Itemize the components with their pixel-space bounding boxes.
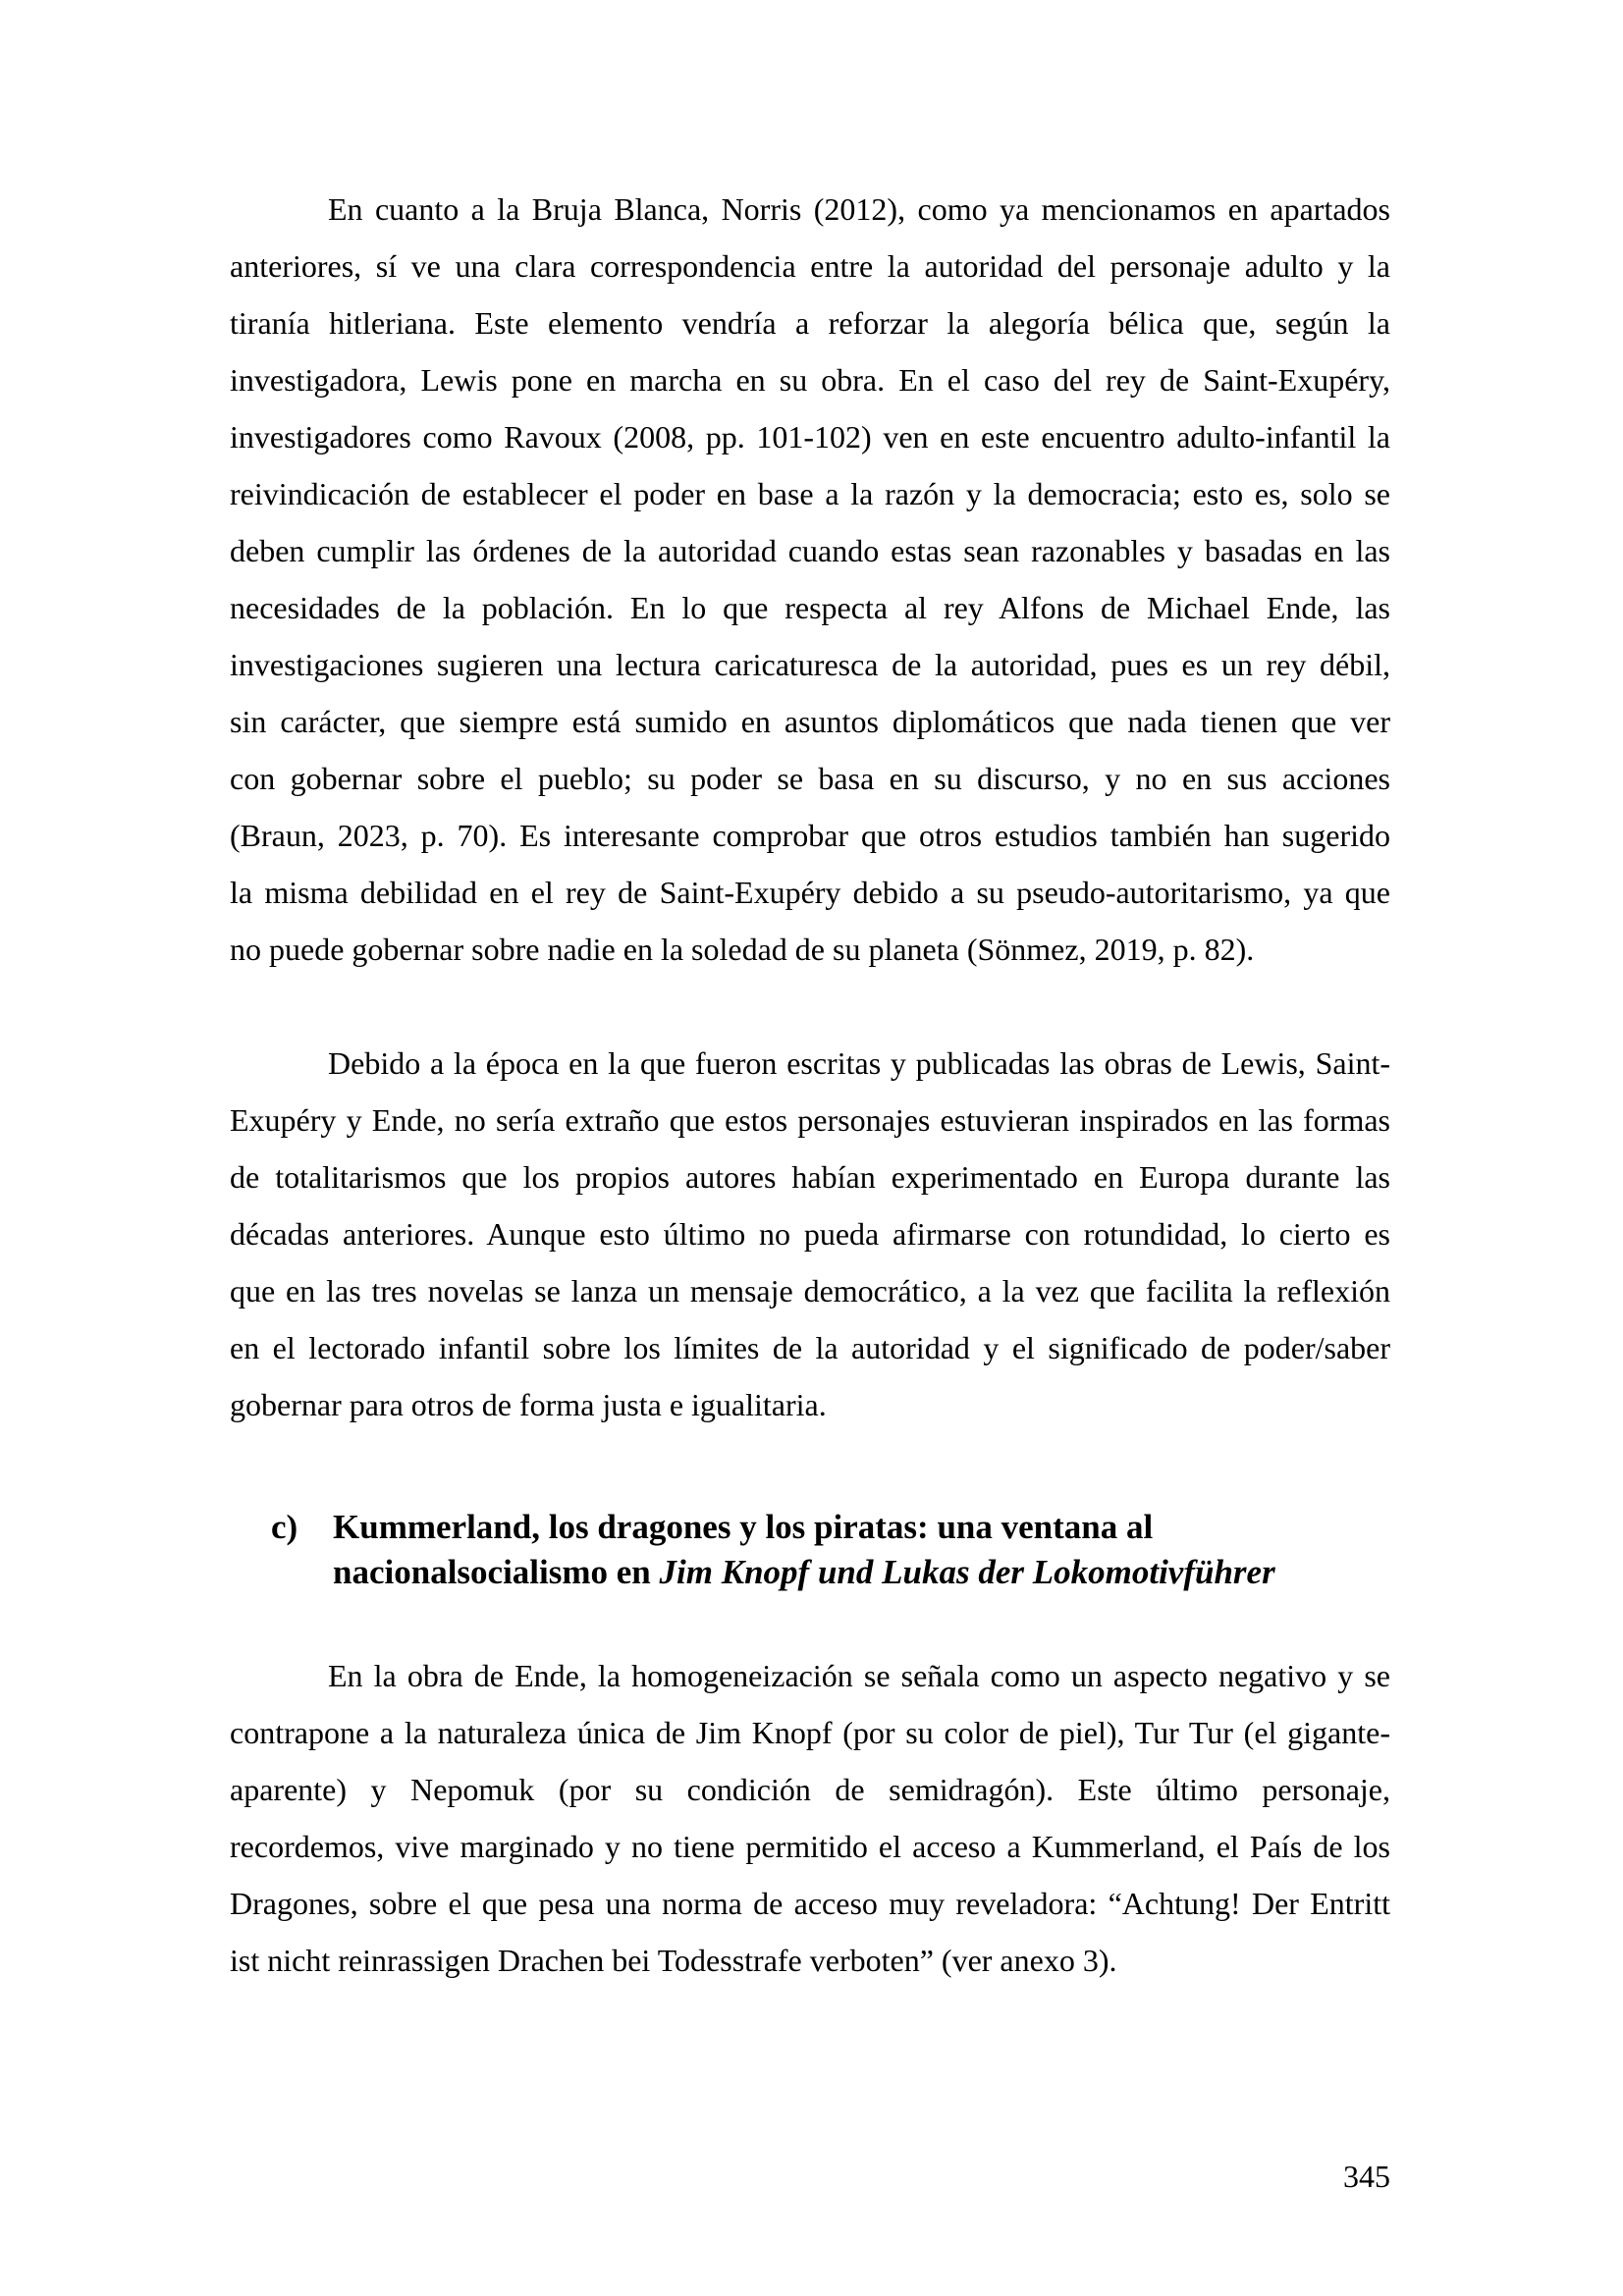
text-line: En la obra de Ende, la homogeneización se señala como un aspecto negativo y se <box>328 1658 1390 1693</box>
text-line: investigadores como Ravoux (2008, pp. 101-102) ven en este encuentro adulto-infantil la <box>230 419 1390 454</box>
text-line: sin carácter, que siempre está sumido en asuntos diplomáticos que nada tienen que ver <box>230 704 1390 739</box>
text-line: de totalitarismos que los propios autores habían experimentado en Europa durante las <box>230 1159 1390 1195</box>
text-line: reivindicación de establecer el poder en base a la razón y la democracia; esto es, solo se <box>230 476 1390 511</box>
text-line: (Braun, 2023, p. 70). Es interesante comprobar que otros estudios también han sugerido <box>230 818 1390 853</box>
text-line: que en las tres novelas se lanza un mensaje democrático, a la vez que facilita la reflexión <box>230 1273 1390 1308</box>
text-line: ist nicht reinrassigen Drachen bei Todesstrafe verboten” (ver anexo 3). <box>230 1943 1117 1978</box>
body-paragraph-1 <box>230 181 1390 978</box>
text-line: investigaciones sugieren una lectura caricaturesca de la autoridad, pues es un rey débil, <box>230 647 1390 682</box>
section-heading <box>230 1505 1390 1595</box>
page-number: 345 <box>1343 2159 1390 2194</box>
text-line: necesidades de la población. En lo que respecta al rey Alfons de Michael Ende, las <box>230 590 1390 625</box>
text-line: en el lectorado infantil sobre los límites de la autoridad y el significado de poder/saber <box>230 1330 1390 1365</box>
text-line: deben cumplir las órdenes de la autoridad cuando estas sean razonables y basadas en las <box>230 533 1390 568</box>
heading-text-regular: nacionalsocialismo en <box>333 1553 660 1591</box>
text-line: gobernar para otros de forma justa e igualitaria. <box>230 1387 827 1422</box>
heading-marker: c) <box>271 1508 298 1546</box>
text-line: la misma debilidad en el rey de Saint-Exupéry debido a su pseudo-autoritarismo, ya que <box>230 875 1390 910</box>
text-line: recordemos, vive marginado y no tiene permitido el acceso a Kummerland, el País de los <box>230 1829 1390 1864</box>
text-content <box>230 181 1390 2196</box>
body-paragraph-3 <box>230 1647 1390 1989</box>
text-line: Dragones, sobre el que pesa una norma de acceso muy reveladora: “Achtung! Der Entritt <box>230 1886 1390 1921</box>
text-line: En cuanto a la Bruja Blanca, Norris (2012), como ya mencionamos en apartados <box>328 191 1390 227</box>
text-line: tiranía hitleriana. Este elemento vendría a reforzar la alegoría bélica que, según la <box>230 305 1390 341</box>
text-line: con gobernar sobre el pueblo; su poder se basa en su discurso, y no en sus acciones <box>230 761 1390 796</box>
body-paragraph-2 <box>230 1035 1390 1433</box>
text-line: anteriores, sí ve una clara correspondencia entre la autoridad del personaje adulto y la <box>230 248 1390 284</box>
text-line: Debido a la época en la que fueron escritas y publicadas las obras de Lewis, Saint- <box>328 1045 1390 1081</box>
text-line: décadas anteriores. Aunque esto último no pueda afirmarse con rotundidad, lo cierto es <box>230 1216 1390 1252</box>
heading-text: Kummerland, los dragones y los piratas: una ventana al <box>333 1508 1154 1546</box>
text-line: aparente) y Nepomuk (por su condición de semidragón). Este último personaje, <box>230 1772 1390 1807</box>
text-line: contrapone a la naturaleza única de Jim Knopf (por su color de piel), Tur Tur (el gigante- <box>230 1715 1390 1750</box>
text-line: no puede gobernar sobre nadie en la soledad de su planeta (Sönmez, 2019, p. 82). <box>230 932 1255 967</box>
text-line: Exupéry y Ende, no sería extraño que estos personajes estuvieran inspirados en las formas <box>230 1102 1390 1138</box>
text-line: investigadora, Lewis pone en marcha en su obra. En el caso del rey de Saint-Exupéry, <box>230 362 1390 398</box>
section-heading-line-2 <box>230 1550 1390 1595</box>
heading-book-title: Jim Knopf und Lukas der Lokomotivführer <box>659 1553 1275 1591</box>
section-heading-line-1 <box>230 1505 1390 1550</box>
